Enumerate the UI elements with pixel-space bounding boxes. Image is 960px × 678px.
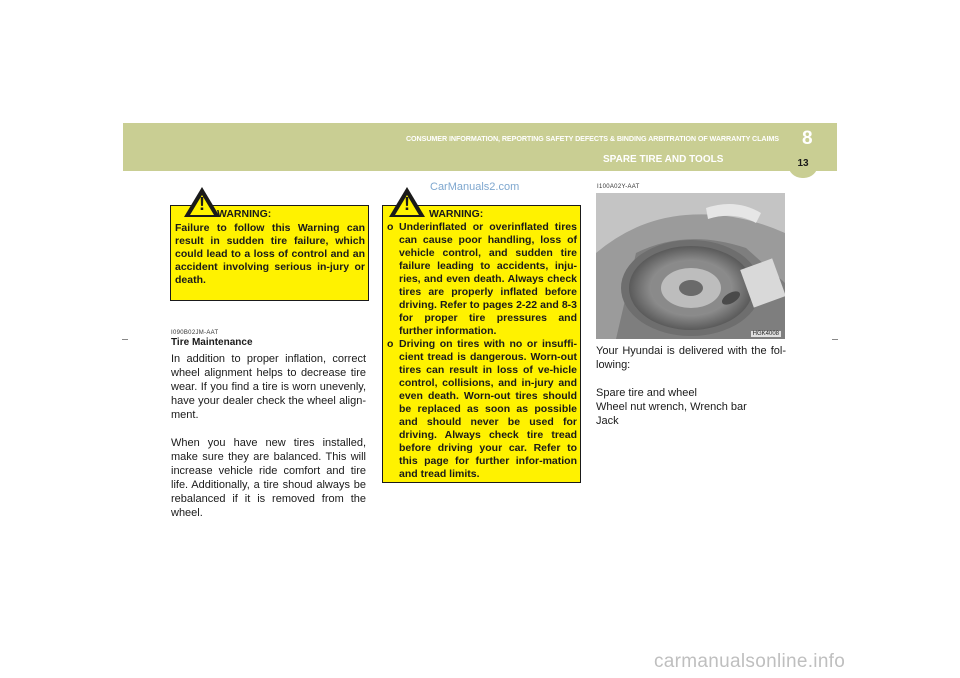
warning-title: WARNING: [217,208,272,220]
exclamation-icon: ! [199,194,205,214]
paragraph-alignment: In addition to proper inflation, correct wheel alignment helps to decrease tire wear. If you find a tire is worn unevenly, have your dealer check the wheel align-ment. [171,353,366,421]
paragraph-line: Wheel nut wrench, Wrench bar [596,401,747,413]
spare-tire-photo [596,193,785,339]
paragraph-line: Your Hyundai is delivered with the fol-lowing: [596,345,786,371]
chapter-number: 8 [802,128,813,149]
warning-box-tire-failure [170,194,369,301]
paragraph-delivered-items [596,344,786,428]
margin-mark-left [122,339,128,340]
margin-mark-right [832,339,838,340]
section-code: I090B02JM-AAT [171,330,219,336]
bullet-text: Underinflated or overinflated tires can cause poor handling, loss of vehicle control, and sudden tire failure leading to accidents, inju-ries, and even death. Always check tires are properly inflated before driving. Refer to pages 2-22 and 8-3 for proper tire pressures and further information. [399,221,577,337]
spare-tire-illustration [596,193,785,339]
footer-watermark: carmanualsonline.info [654,651,846,672]
warning-title: WARNING: [429,208,484,220]
bullet-mark: o [387,338,394,350]
warning-box-tire-pressure [382,194,581,483]
image-code: HGK4008 [752,331,779,337]
bullet-mark: o [387,221,394,233]
exclamation-icon: ! [404,194,410,214]
page-number: 13 [797,158,809,169]
subheading-tire-maintenance: Tire Maintenance [171,337,253,348]
paragraph-line-blank [596,372,786,386]
bullet-text: Driving on tires with no or insuffi-cient tread is dangerous. Worn-out tires can result in loss of ve-hicle control, collisions, and in-jury and even death. Worn-out tires should be replaced as soon as possible and should never be used for driving. Always check tire tread before driving your car. Refer to this page for further infor-mation and tread limits. [399,338,577,480]
warning-bullet-item [387,221,577,338]
paragraph-line: Spare tire and wheel [596,387,697,399]
chapter-header-text: CONSUMER INFORMATION, REPORTING SAFETY DEFECTS & BINDING ARBITRATION OF WARRANTY CLAIMS [405,134,779,143]
top-watermark-link[interactable]: CarManuals2.com [430,181,520,193]
section-code: I100A02Y-AAT [597,184,640,190]
warning-body [387,221,577,481]
warning-body: Failure to follow this Warning can result in sudden tire failure, which could lead to a loss of control and an accident involving serious in-jury or death. [175,222,365,286]
paragraph-line: Jack [596,415,619,427]
section-title: SPARE TIRE AND TOOLS [603,154,724,165]
warning-bullet-item [387,338,577,481]
paragraph-balancing: When you have new tires installed, make sure they are balanced. This will increase vehicle ride comfort and tire life. Additionally, a tire shoud always be rebalanced if it is removed from the wheel. [171,437,366,519]
